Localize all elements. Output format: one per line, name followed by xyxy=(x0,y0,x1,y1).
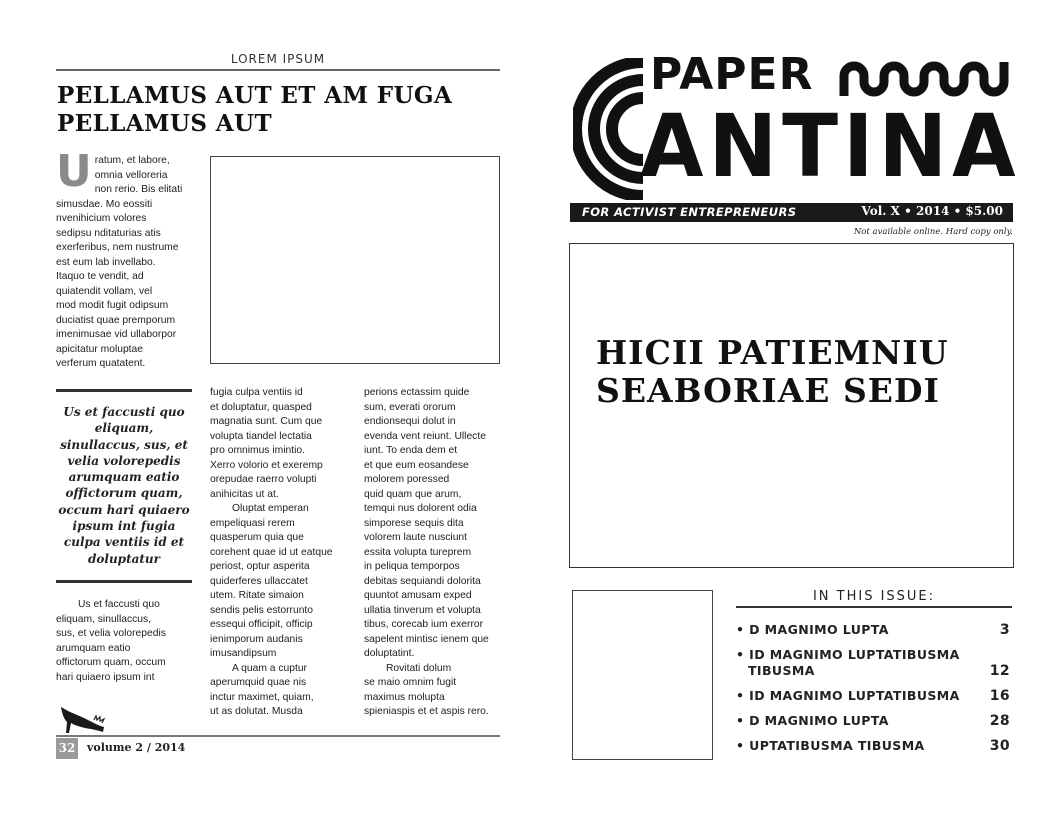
masthead-cantina: ANTINA xyxy=(640,97,1021,197)
text-line: endionsequi dolut in xyxy=(364,416,456,427)
text-line: evenda vent reiunt. Ullecte xyxy=(364,430,486,442)
column-1b-text xyxy=(56,598,192,685)
issue-item-page: 16 xyxy=(989,688,1010,704)
text-line: exerferibus, nem nustrume xyxy=(56,242,179,253)
text-line: eliquam, sinullaccus, xyxy=(56,613,152,625)
issue-item-page: 3 xyxy=(999,622,1010,638)
high-heel-shoe-icon xyxy=(58,704,106,734)
article-column-1 xyxy=(56,146,196,372)
text-line: inctur maximet, quiam, xyxy=(210,691,314,703)
text-line: iunt. To enda dem et xyxy=(364,445,458,456)
article-column-3 xyxy=(364,386,504,720)
text-line: essequi officipit, officip xyxy=(210,619,313,630)
cover-headline xyxy=(596,334,949,410)
text-line: ienimporum audanis xyxy=(210,633,303,645)
text-line: se maio omnim fugit xyxy=(364,677,457,688)
text-line: quuntot amusam exped xyxy=(364,590,472,601)
text-line: Us et faccusti quo xyxy=(78,599,160,610)
issue-item-name: • ID MAGNIMO LUPTATIBUSMA TIBUSMA xyxy=(736,647,960,678)
text-line: sapelent mintisc ienem que xyxy=(364,633,489,645)
text-line: quiatendit vollam, vel xyxy=(56,285,153,297)
text-line: quasperum quia que xyxy=(210,532,304,543)
text-line: apicitatur moluptae xyxy=(56,343,144,355)
issue-item-name: • UPTATIBUSMA TIBUSMA xyxy=(736,738,925,753)
text-line: Rovitati dolum xyxy=(386,662,452,674)
text-line: nvenihicium volores xyxy=(56,213,147,224)
pullquote-rule-top xyxy=(56,389,192,392)
volume-label: volume 2 / 2014 xyxy=(87,741,186,754)
issue-item[interactable] xyxy=(736,622,1010,638)
page-number: 32 xyxy=(56,738,78,759)
text-line: in peliqua temporpos xyxy=(364,561,460,572)
text-line: corehent quae id ut eatque xyxy=(210,546,333,558)
footer-rule xyxy=(56,735,500,737)
text-line: fugia culpa ventiis id xyxy=(210,387,303,398)
column-3-text xyxy=(364,386,504,720)
issue-item-page: 12 xyxy=(989,663,1010,679)
text-line: sedipsu nditaturias atis xyxy=(56,227,161,239)
text-line: empeliquasi rerem xyxy=(210,517,295,529)
text-line: molorem poressed xyxy=(364,474,450,485)
text-line: utem. Ritate simaion xyxy=(210,590,304,601)
text-line: periost, optur asperita xyxy=(210,561,310,572)
article-headline xyxy=(57,82,497,138)
text-line: quiderferes ullaccatet xyxy=(210,575,308,587)
text-line: tibus, corecab ium exerror xyxy=(364,619,484,630)
in-this-issue-rule xyxy=(736,606,1012,608)
text-line: doluptatint. xyxy=(364,648,415,659)
article-image-placeholder xyxy=(210,156,500,364)
tagline: FOR ACTIVIST ENTREPRENEURS xyxy=(582,205,797,219)
text-line: et doluptatur, quasped xyxy=(210,401,312,413)
tagline-bar xyxy=(570,203,1013,222)
text-line: sendis pelis estorrunto xyxy=(210,604,314,616)
issue-list xyxy=(736,622,1010,763)
text-line: simporese sequis dita xyxy=(364,517,464,529)
issue-item[interactable] xyxy=(736,738,1010,754)
text-line: orepudae raerro volupti xyxy=(210,474,317,485)
text-line: volorem laute nusciunt xyxy=(364,532,468,543)
issue-image-placeholder xyxy=(572,590,713,760)
issue-item-name: • D MAGNIMO LUPTA xyxy=(736,713,889,728)
text-line: perions ectassim quide xyxy=(364,387,470,398)
text-line: simusdae. Mo eossiti xyxy=(56,198,153,210)
column-2-text xyxy=(210,386,350,720)
text-line: arumquam eatio xyxy=(56,642,131,654)
pullquote-rule-bottom xyxy=(56,580,192,583)
text-line: maximus molupta xyxy=(364,691,445,703)
text-line: aperumquid quae nis xyxy=(210,677,307,688)
text-line: temqui nus dolorent odia xyxy=(364,503,477,514)
text-line: offictorum quam, occum xyxy=(56,657,166,668)
text-line: et que eum eosandese xyxy=(364,459,469,471)
text-line: sum, everati ororum xyxy=(364,401,456,413)
text-line: omnia velloreria xyxy=(94,169,168,181)
issue-item[interactable] xyxy=(736,688,1010,704)
availability-note: Not available online. Hard copy only. xyxy=(853,227,1013,237)
section-kicker: LOREM IPSUM xyxy=(230,52,326,66)
text-line: mod modit fugit odipsum xyxy=(56,300,169,311)
masthead-paper: PAPER xyxy=(650,49,814,100)
text-line: volupta tiandel lectatia xyxy=(210,430,312,442)
text-line: magnatia sunt. Cum que xyxy=(210,416,323,427)
issue-item[interactable] xyxy=(736,647,1010,679)
text-line: non rerio. Bis elitati xyxy=(94,184,183,195)
text-line: hari quiaero ipsum int xyxy=(56,671,155,683)
issue-item-page: 28 xyxy=(989,713,1010,729)
text-line: verferum quatatent. xyxy=(56,358,146,369)
text-line: ratum, et labore, xyxy=(94,155,170,166)
text-line: Oluptat emperan xyxy=(232,503,309,514)
text-line: ut as dolutat. Musda xyxy=(210,706,303,717)
text-line: imusandipsum xyxy=(210,648,277,659)
text-line: duciatist quae premporum xyxy=(56,314,176,326)
text-line: debitas sequiandi dolorita xyxy=(364,575,481,587)
article-column-2 xyxy=(210,386,350,720)
cover-headline-line-2: SEABORIAE SEDI xyxy=(596,371,940,410)
text-line: Xerro volorio et exeremp xyxy=(210,459,323,471)
text-line: sus, et velia volorepedis xyxy=(56,628,166,639)
headline-line-1: PELLAMUS AUT ET AM FUGA xyxy=(57,82,453,109)
text-line: essita volupta tureprem xyxy=(364,546,472,558)
article-column-1b xyxy=(56,598,192,685)
text-line: spieniaspis et et aspis rero. xyxy=(364,706,489,717)
text-line: A quam a cuptur xyxy=(232,662,307,674)
text-line: ullatia tinverum et volupta xyxy=(364,604,481,616)
text-line: anihicitas ut at. xyxy=(210,488,279,500)
drop-cap: U xyxy=(56,146,92,197)
text-line: Itaquo te vendit, ad xyxy=(56,271,144,282)
volume-info: Vol. X • 2014 • $5.00 xyxy=(861,204,1003,218)
in-this-issue-title: IN THIS ISSUE: xyxy=(812,589,936,604)
issue-item-name: • ID MAGNIMO LUPTATIBUSMA xyxy=(736,688,960,703)
text-line: pro omnimus imintio. xyxy=(210,445,305,456)
text-line: quid quam que arum, xyxy=(364,488,462,500)
issue-item[interactable] xyxy=(736,713,1010,729)
issue-item-page: 30 xyxy=(989,738,1010,754)
text-line: est eum lab invellabo. xyxy=(56,256,156,268)
text-line: imenimusae vid ullaborpor xyxy=(56,329,177,340)
headline-line-2: PELLAMUS AUT xyxy=(57,110,272,137)
cover-headline-line-1: HICII PATIEMNIU xyxy=(596,333,949,372)
issue-item-name: • D MAGNIMO LUPTA xyxy=(736,622,889,637)
pullquote: Us et faccusti quo eliquam, sinullaccus, sus, et velia volorepedis arumquam eatio offictorum quam, occum hari quiaero ipsum int fugia culpa ventiis id et doluptatur xyxy=(58,405,190,566)
kicker-rule xyxy=(56,69,500,71)
